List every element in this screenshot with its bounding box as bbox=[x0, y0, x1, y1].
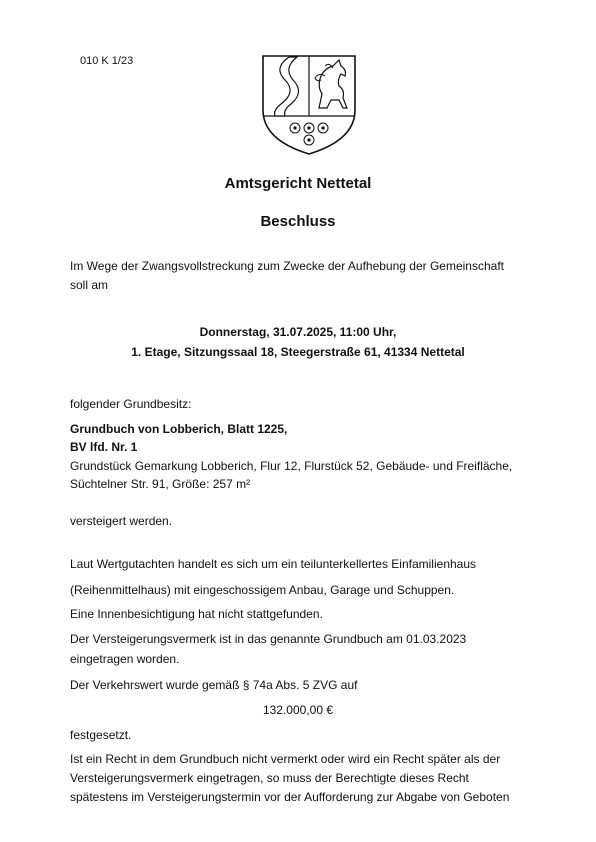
intro-line-2: soll am bbox=[70, 278, 109, 292]
court-name: Amtsgericht Nettetal bbox=[224, 175, 372, 192]
inspection-note: Eine Innenbesichtigung hat nicht stattgefunden. bbox=[70, 607, 323, 621]
appointment-date: Donnerstag, 31.07.2025, 11:00 Uhr, bbox=[199, 325, 397, 339]
document-title: Beschluss bbox=[260, 213, 336, 230]
bv-number: BV lfd. Nr. 1 bbox=[70, 440, 138, 454]
intro-line-1: Im Wege der Zwangsvollstreckung zum Zwecke der Aufhebung der Gemeinschaft bbox=[70, 259, 504, 273]
rights-line-1: Ist ein Recht in dem Grundbuch nicht vermerkt oder wird ein Recht später als der bbox=[70, 752, 501, 766]
auction-statement: versteigert werden. bbox=[70, 514, 173, 528]
rights-line-2: Versteigerungsvermerk eingetragen, so muss der Berechtigte dieses Recht bbox=[70, 771, 469, 785]
market-value: 132.000,00 € bbox=[262, 703, 334, 717]
coat-of-arms-icon bbox=[259, 50, 359, 158]
parcel-description: Grundstück Gemarkung Lobberich, Flur 12, Flurstück 52, Gebäude- und Freifläche, bbox=[70, 459, 513, 473]
case-number: 010 K 1/23 bbox=[80, 55, 134, 67]
registration-line-1: Der Versteigerungsvermerk ist in das genannte Grundbuch am 01.03.2023 bbox=[70, 632, 467, 646]
property-address: Süchtelner Str. 91, Größe: 257 m² bbox=[70, 477, 251, 491]
appointment-place: 1. Etage, Sitzungssaal 18, Steegerstraße 61, 41334 Nettetal bbox=[131, 345, 465, 359]
registration-line-2: eingetragen worden. bbox=[70, 652, 180, 666]
rights-line-3: spätestens im Versteigerungstermin vor der Aufforderung zur Abgabe von Geboten bbox=[70, 790, 510, 804]
fixed-statement: festgesetzt. bbox=[70, 728, 132, 742]
appraisal-line-1: Laut Wertgutachten handelt es sich um ein teilunterkellertes Einfamilienhaus bbox=[70, 557, 477, 571]
land-register: Grundbuch von Lobberich, Blatt 1225, bbox=[70, 422, 288, 436]
market-value-intro: Der Verkehrswert wurde gemäß § 74a Abs. 5 ZVG auf bbox=[70, 678, 358, 692]
appraisal-line-2: (Reihenmittelhaus) mit eingeschossigem Anbau, Garage und Schuppen. bbox=[70, 583, 455, 597]
property-intro: folgender Grundbesitz: bbox=[70, 397, 192, 411]
